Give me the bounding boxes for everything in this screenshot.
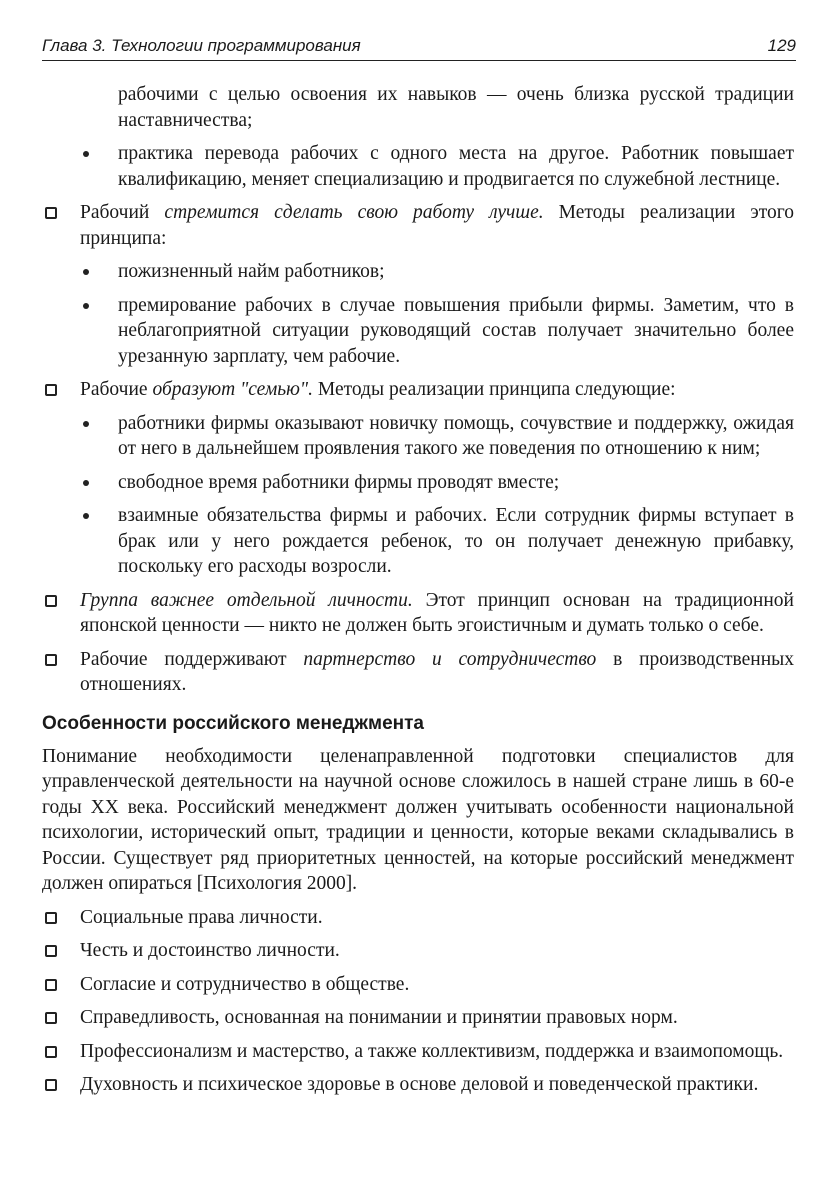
value-text: Согласие и сотрудничество в обществе. xyxy=(80,973,410,995)
principle-emphasis: Группа важнее отдельной личности. xyxy=(80,589,413,611)
value-item xyxy=(42,1005,794,1031)
value-text: Справедливость, основанная на понимании и принятии правовых норм. xyxy=(80,1007,678,1028)
section-heading: Особенности российского менеджмента xyxy=(42,712,424,734)
round-bullet-icon xyxy=(83,303,89,309)
square-bullet-icon xyxy=(45,595,57,607)
principle-emphasis: партнерство и сотрудничество xyxy=(303,648,597,670)
page-number: 129 xyxy=(767,36,796,55)
principle-text-rest: Этот принцип основан на традиционной японской ценности — никто не должен быть эгоистичным и думать только о себе. xyxy=(80,589,794,636)
continued-bullet-text: рабочими с целью освоения их навыков — очень близка русской традиции наставничества; xyxy=(118,84,794,131)
principle-text-rest: Методы реализации принципа следующие: xyxy=(312,379,676,400)
square-bullet-icon xyxy=(45,207,57,219)
value-text: Профессионализм и мастерство, а также коллективизм, поддержка и взаимопомощь. xyxy=(80,1040,784,1062)
square-bullet-icon xyxy=(45,1079,57,1091)
bullet-item xyxy=(42,259,794,285)
principle-text-rest: в производственных отношениях. xyxy=(80,648,794,695)
principle-text-lead: Рабочие поддерживают xyxy=(80,648,304,670)
value-item xyxy=(42,1039,794,1065)
principle-emphasis: образуют "семью". xyxy=(152,379,313,400)
running-header xyxy=(42,34,796,61)
value-item xyxy=(42,905,794,931)
value-item xyxy=(42,938,794,964)
square-bullet-icon xyxy=(45,912,57,924)
principle-text-rest: Методы реализации этого принципа: xyxy=(80,202,794,249)
principle-text-lead: Рабочие xyxy=(80,379,153,400)
bullet-text: свободное время работники фирмы проводят вместе; xyxy=(118,471,560,493)
square-bullet-icon xyxy=(45,1012,57,1024)
bullet-item xyxy=(42,141,794,192)
principle-item xyxy=(42,377,794,403)
bullet-text: практика перевода рабочих с одного места на другое. Работник повышает квалификацию, меняет специализацию и продвигается по служебной лестнице. xyxy=(118,143,794,190)
square-bullet-icon xyxy=(45,1046,57,1058)
value-item xyxy=(42,1072,794,1098)
bullet-text: работники фирмы оказывают новичку помощь, сочувствие и поддержку, ожидая от него в дальнейшем проявления такого же поведения по отношению к ним; xyxy=(118,412,794,459)
bullet-item xyxy=(42,411,794,462)
principle-emphasis: стремится сделать свою работу лучше. xyxy=(164,202,544,223)
round-bullet-icon xyxy=(83,513,89,519)
round-bullet-icon xyxy=(83,269,89,275)
bullet-text: пожизненный найм работников; xyxy=(118,261,385,282)
square-bullet-icon xyxy=(45,384,57,396)
principle-item xyxy=(42,647,794,698)
principle-item xyxy=(42,588,794,639)
bullet-item xyxy=(42,503,794,580)
round-bullet-icon xyxy=(83,480,89,486)
round-bullet-icon xyxy=(83,151,89,157)
chapter-title: Глава 3. Технологии программирования xyxy=(42,36,361,55)
principle-text-lead: Рабочий xyxy=(80,202,165,223)
principle-item xyxy=(42,200,794,251)
square-bullet-icon xyxy=(45,654,57,666)
page-body xyxy=(42,82,794,1106)
bullet-text: премирование рабочих в случае повышения прибыли фирмы. Заметим, что в неблагоприятной ситуации руководящий состав получает значительно более урезанную зарплату, чем рабочие. xyxy=(118,294,794,367)
bullet-text: взаимные обязательства фирмы и рабочих. Если сотрудник фирмы вступает в брак или у него рождается ребенок, то он получает денежную прибавку, поскольку его расходы возросли. xyxy=(118,505,794,577)
round-bullet-icon xyxy=(83,421,89,427)
value-text: Социальные права личности. xyxy=(80,906,323,928)
square-bullet-icon xyxy=(45,945,57,957)
value-item xyxy=(42,972,794,998)
section-paragraph: Понимание необходимости целенаправленной подготовки специалистов для управленческой деятельности на научной основе сложилось в нашей стране лишь в 60-е годы XX века. Российский менеджмент должен учитывать особенности национальной психологии, исторический опыт, традиции и ценности, которые веками складывались в России. Существует ряд приоритетных ценностей, на которые российский менеджмент должен опираться [Психология 2000]. xyxy=(42,745,794,894)
value-text: Духовность и психическое здоровье в основе деловой и поведенческой практики. xyxy=(80,1074,759,1095)
square-bullet-icon xyxy=(45,979,57,991)
bullet-item xyxy=(42,293,794,370)
value-text: Честь и достоинство личности. xyxy=(80,940,340,961)
bullet-item xyxy=(42,470,794,496)
